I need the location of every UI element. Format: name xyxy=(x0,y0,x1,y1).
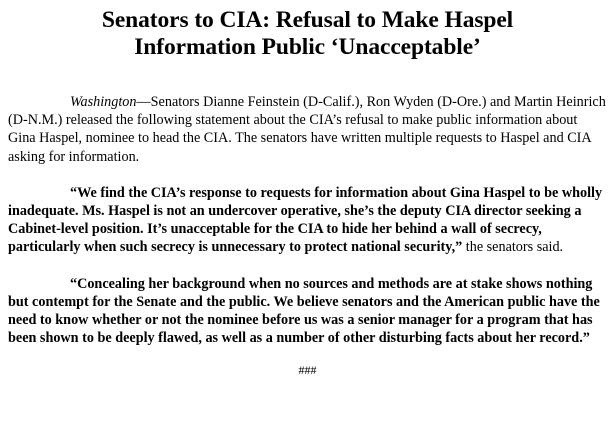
quote-attribution: the senators said. xyxy=(462,239,564,256)
end-mark: ### xyxy=(298,363,317,378)
senators-quote-2: “Concealing her background when no sources and methods are at stake shows nothing but contempt for the Senate and the public. We believe senators and the American public have the need to know whether or not the nominee before us was a senior manager for a program that has been shown to be deeply flawed, as well as a number of other disturbing facts about her record.” xyxy=(8,275,600,347)
quote-paragraph-2 xyxy=(8,275,607,348)
headline-line-2: Information Public ‘Unacceptable’ xyxy=(134,34,481,60)
headline xyxy=(8,0,607,61)
headline-line-1: Senators to CIA: Refusal to Make Haspel xyxy=(101,7,514,33)
intro-paragraph xyxy=(8,93,607,166)
senators-quote-1: “We find the CIA’s response to requests for information about Gina Haspel to be wholly inadequate. Ms. Haspel is not an undercover operative, she’s the deputy CIA director seeking a Cabinet-level position. It’s unacceptable for the CIA to hide her behind a wall of secrecy, particularly when such secrecy is unnecessary to protect national security,” xyxy=(8,184,603,256)
intro-text: —Senators Dianne Feinstein (D-Calif.), Ron Wyden (D-Ore.) and Martin Heinrich (D-N.M.) released the following statement about the CIA’s refusal to make public information about Gina Haspel, nominee to head the CIA. The senators have written multiple requests to Haspel and CIA asking for information. xyxy=(8,94,606,165)
dateline: Washington xyxy=(70,94,137,110)
quote-paragraph-1 xyxy=(8,184,607,257)
